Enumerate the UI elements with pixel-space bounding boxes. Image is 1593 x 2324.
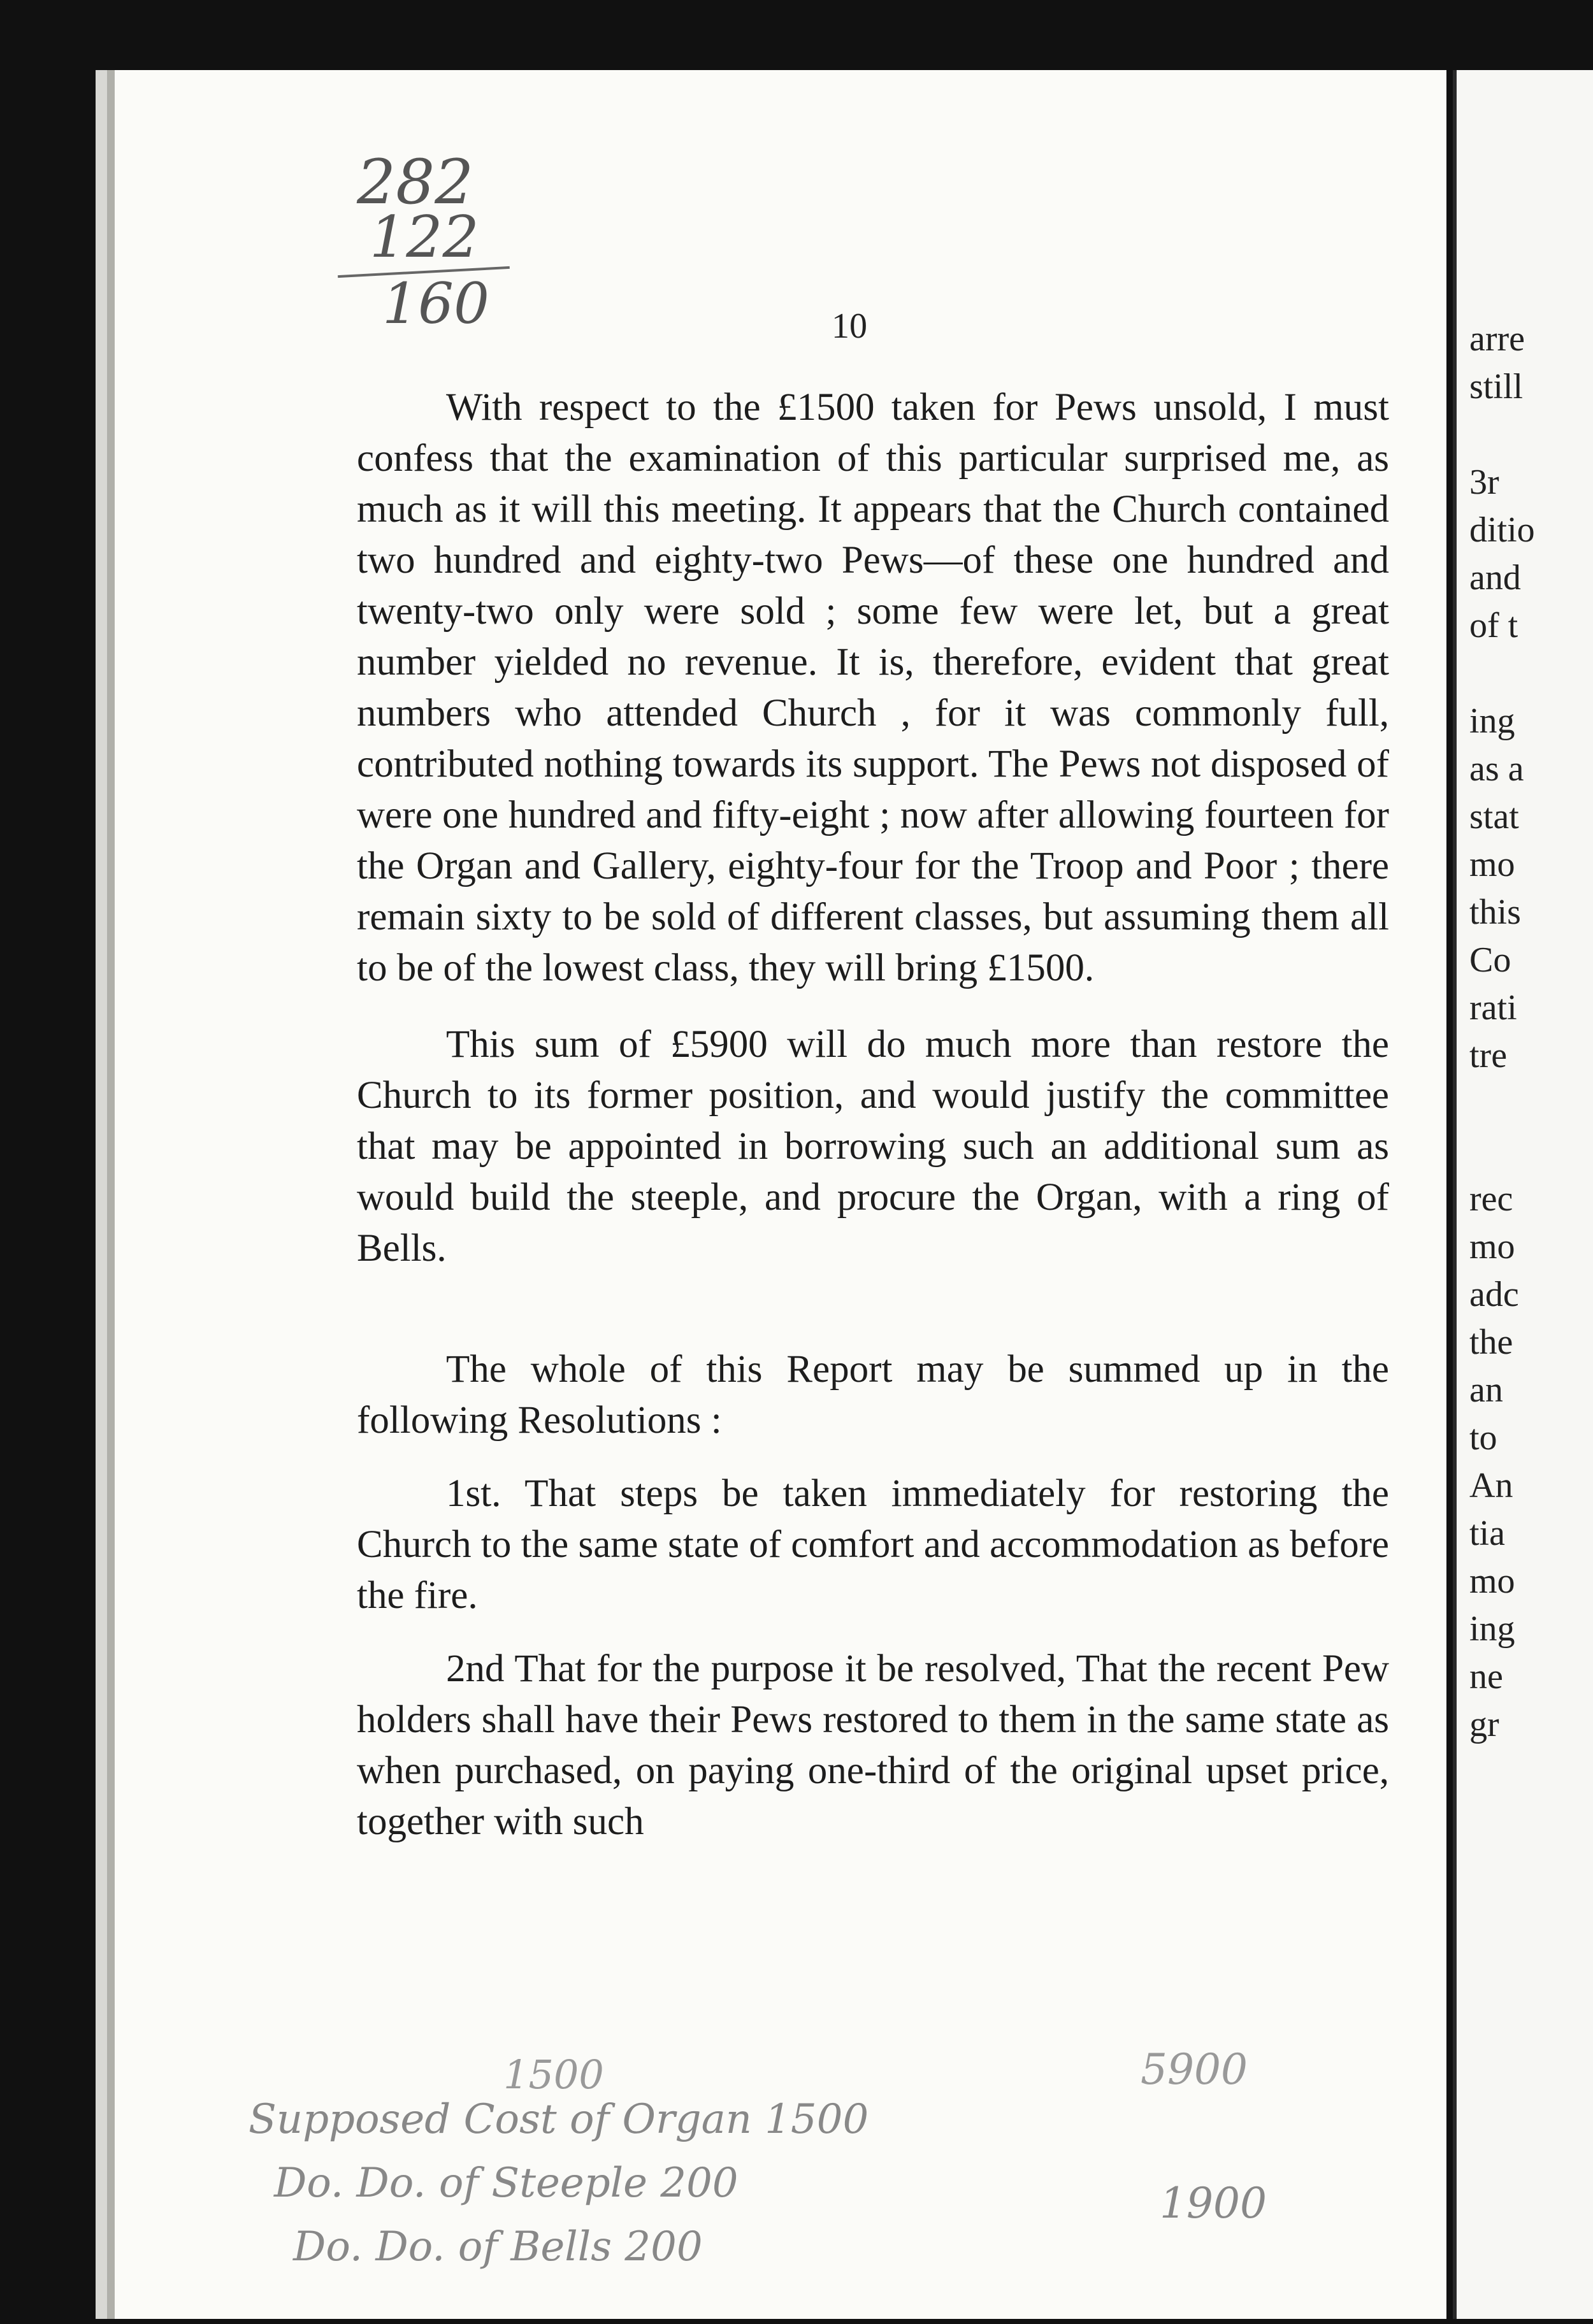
- right-page-fragment: ing: [1469, 701, 1515, 741]
- right-page-fragment: an: [1469, 1370, 1503, 1410]
- tally-top: 282: [357, 147, 474, 218]
- right-page-fragment: and: [1469, 558, 1521, 598]
- page-body: [357, 382, 1389, 1847]
- right-page-fragment: An: [1469, 1466, 1513, 1505]
- tally-middle: 122: [370, 204, 479, 271]
- margin-note-5900: 5900: [1141, 2045, 1248, 2094]
- right-page-fragment: to: [1469, 1418, 1497, 1458]
- right-page-fragment: this: [1469, 893, 1521, 932]
- right-page-fragment: stat: [1469, 797, 1519, 836]
- right-page-edge: [1453, 70, 1593, 2319]
- paragraph-pews-unsold: With respect to the £1500 taken for Pews unsold, I must confess that the examination of this particular surprised me, as much as it will this meeting. It appears that the Church contained two hundred and eighty-two Pews—of these one hundred and twenty-two only were sold ; some few were let, but a great number yielded no revenue. It is, therefore, evident that great numbers who attended Church , for it was commonly full, contributed nothing towards its support. The Pews not disposed of were one hundred and fifty-eight ; now after allowing fourteen for the Organ and Gallery, eighty-four for the Troop and Poor ; there remain sixty to be sold of different classes, but assuming them all to be of the lowest class, they will bring £1500.: [357, 386, 1389, 989]
- paragraph-sum-5900: This sum of £5900 will do much more than restore the Church to its former position, and would justify the committee that may be appointed in borrowing such an additional sum as would build the steeple, and procure the Organ, with a ring of Bells.: [357, 1023, 1389, 1270]
- right-page-fragment: arre: [1469, 319, 1525, 359]
- paragraph-resolutions-intro: The whole of this Report may be summed up in the following Resolutions :: [357, 1348, 1389, 1442]
- right-page-fragment: tre: [1469, 1036, 1508, 1075]
- right-page-fragment: rec: [1469, 1179, 1513, 1219]
- right-page-fragment: ne: [1469, 1657, 1503, 1696]
- right-page-fragment: tia: [1469, 1514, 1505, 1553]
- right-page-fragment: ditio: [1469, 510, 1535, 550]
- tally-result: 160: [382, 271, 489, 336]
- right-page-fragment: mo: [1469, 845, 1515, 884]
- margin-note-bells: Do. Do. of Bells 200: [293, 2223, 703, 2270]
- right-page-fragment: mo: [1469, 1561, 1515, 1601]
- margin-note-organ: Supposed Cost of Organ 1500: [249, 2096, 869, 2143]
- right-page-fragment: 3r: [1469, 463, 1499, 502]
- right-page-fragment: ing: [1469, 1609, 1515, 1649]
- margin-note-steeple: Do. Do. of Steeple 200: [274, 2160, 739, 2207]
- right-page-fragment: adc: [1469, 1275, 1519, 1314]
- right-page-fragment: gr: [1469, 1705, 1499, 1744]
- right-page-fragment: still: [1469, 367, 1524, 406]
- resolution-first: 1st. That steps be taken immediately for restoring the Church to the same state of comfort and accommodation as before the fire.: [357, 1472, 1389, 1617]
- margin-note-1500: 1500: [503, 2051, 604, 2098]
- margin-note-1900: 1900: [1160, 2179, 1267, 2228]
- resolution-second: 2nd That for the purpose it be resolved, That the recent Pew holders shall have their Pews restored to them in the same state as when purchased, on paying one-third of the original upset price, together with such: [357, 1647, 1389, 1843]
- right-page-fragment: of t: [1469, 606, 1518, 645]
- right-page-fragment: Co: [1469, 940, 1511, 980]
- right-page-fragment: rati: [1469, 988, 1517, 1028]
- right-page-fragment: the: [1469, 1323, 1513, 1362]
- page-number: 10: [832, 306, 867, 346]
- right-page-fragment: as a: [1469, 749, 1524, 789]
- right-page-fragment: mo: [1469, 1227, 1515, 1266]
